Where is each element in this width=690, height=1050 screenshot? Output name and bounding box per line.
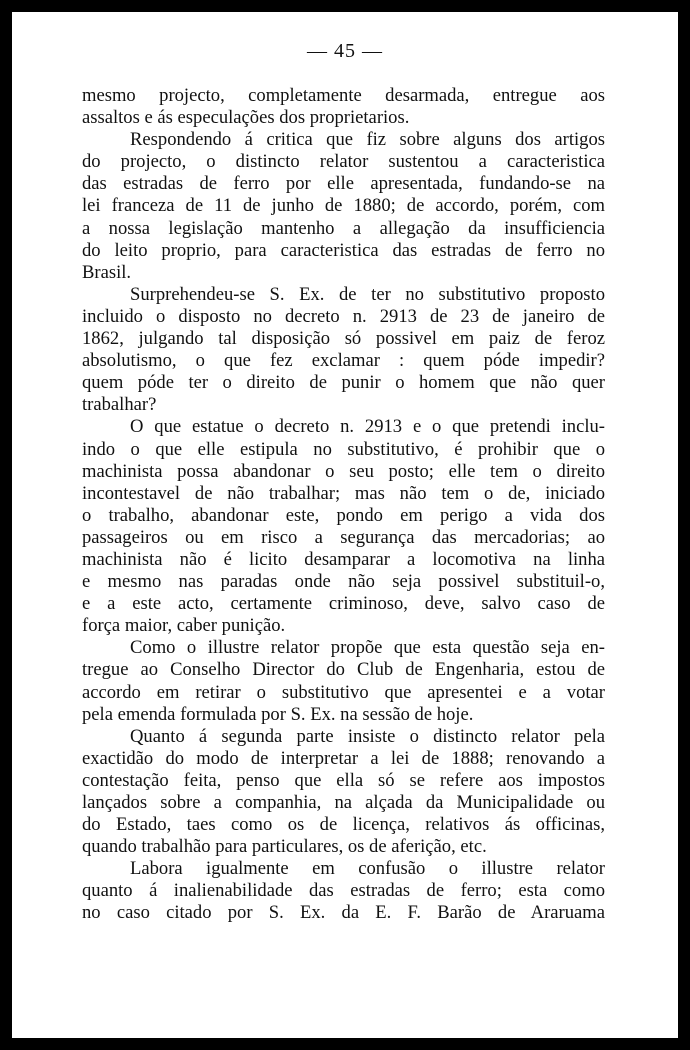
text-line: machinista não é licito desamparar a locomotiva na linha <box>82 548 605 570</box>
text-line: Surprehendeu-se S. Ex. de ter no substitutivo proposto <box>130 283 605 305</box>
text-line: lançados sobre a companhia, na alçada da Municipalidade ou <box>82 792 605 813</box>
text-line: força maior, caber punição. <box>82 615 286 637</box>
text-line: O que estatue o decreto n. 2913 e o que pretendi inclu- <box>130 416 605 438</box>
text-line: quem póde ter o direito de punir o homem que não quer <box>82 372 605 394</box>
text-line: absolutismo, o que fez exclamar : quem póde impedir? <box>82 350 605 372</box>
text-line: tregue ao Conselho Director do Club de Engenharia, estou de <box>82 659 605 681</box>
text-line: 1862, julgando tal disposição só possivel em paiz de feroz <box>82 328 605 350</box>
text-line: incontestavel de não trabalhar; mas não tem o de, iniciado <box>82 482 605 504</box>
text-line: e a este acto, certamente criminoso, deve, salvo caso de <box>82 593 605 615</box>
body-text <box>82 85 605 925</box>
text-line: passageiros ou em risco a segurança das mercadorias; ao <box>82 526 605 548</box>
text-line: Labora igualmente em confusão o illustre relator <box>130 858 605 880</box>
text-line: quando trabalhão para particulares, os de aferição, etc. <box>82 836 487 858</box>
text-line: Brasil. <box>82 261 132 283</box>
text-line: do leito proprio, para caracteristica das estradas de ferro no <box>82 239 605 261</box>
page-number: — 45 — <box>307 40 383 62</box>
text-line: incluido o disposto no decreto n. 2913 de 23 de janeiro de <box>82 305 605 327</box>
text-line: no caso citado por S. Ex. da E. F. Barão de Araruama <box>82 902 605 924</box>
text-line: contestação feita, penso que ella só se refere aos impostos <box>82 769 605 791</box>
text-line: pela emenda formulada por S. Ex. na sessão de hoje. <box>82 703 474 725</box>
text-line: machinista possa abandonar o seu posto; elle tem o direito <box>82 460 605 482</box>
text-line: trabalhar? <box>82 394 157 416</box>
text-line: mesmo projecto, completamente desarmada, entregue aos <box>82 85 605 106</box>
text-line: a nossa legislação mantenho a allegação da insufficiencia <box>82 217 605 239</box>
text-line: indo o que elle estipula no substitutivo, é prohibir que o <box>82 438 605 460</box>
text-line: do Estado, taes como os de licença, relativos ás officinas, <box>82 814 605 836</box>
text-line: lei franceza de 11 de junho de 1880; de accordo, porém, com <box>82 195 605 217</box>
text-line: o trabalho, abandonar este, pondo em perigo a vida dos <box>82 504 605 526</box>
text-line: Como o illustre relator propõe que esta questão seja en- <box>130 637 605 659</box>
text-line: do projecto, o distincto relator sustentou a caracteristica <box>82 151 605 173</box>
text-line: Quanto á segunda parte insiste o distincto relator pela <box>130 725 605 747</box>
text-line: Respondendo á critica que fiz sobre alguns dos artigos <box>130 129 605 151</box>
text-line: das estradas de ferro por elle apresentada, fundando-se na <box>82 173 605 195</box>
text-line: e mesmo nas paradas onde não seja possivel substituil-o, <box>82 571 605 593</box>
document-page <box>12 12 678 1038</box>
text-line: accordo em retirar o substitutivo que apresentei e a votar <box>82 681 605 703</box>
text-line: quanto á inalienabilidade das estradas de ferro; esta como <box>82 880 605 902</box>
text-line: assaltos e ás especulações dos proprietarios. <box>82 107 410 129</box>
text-line: exactidão do modo de interpretar a lei de 1888; renovando a <box>82 747 605 769</box>
